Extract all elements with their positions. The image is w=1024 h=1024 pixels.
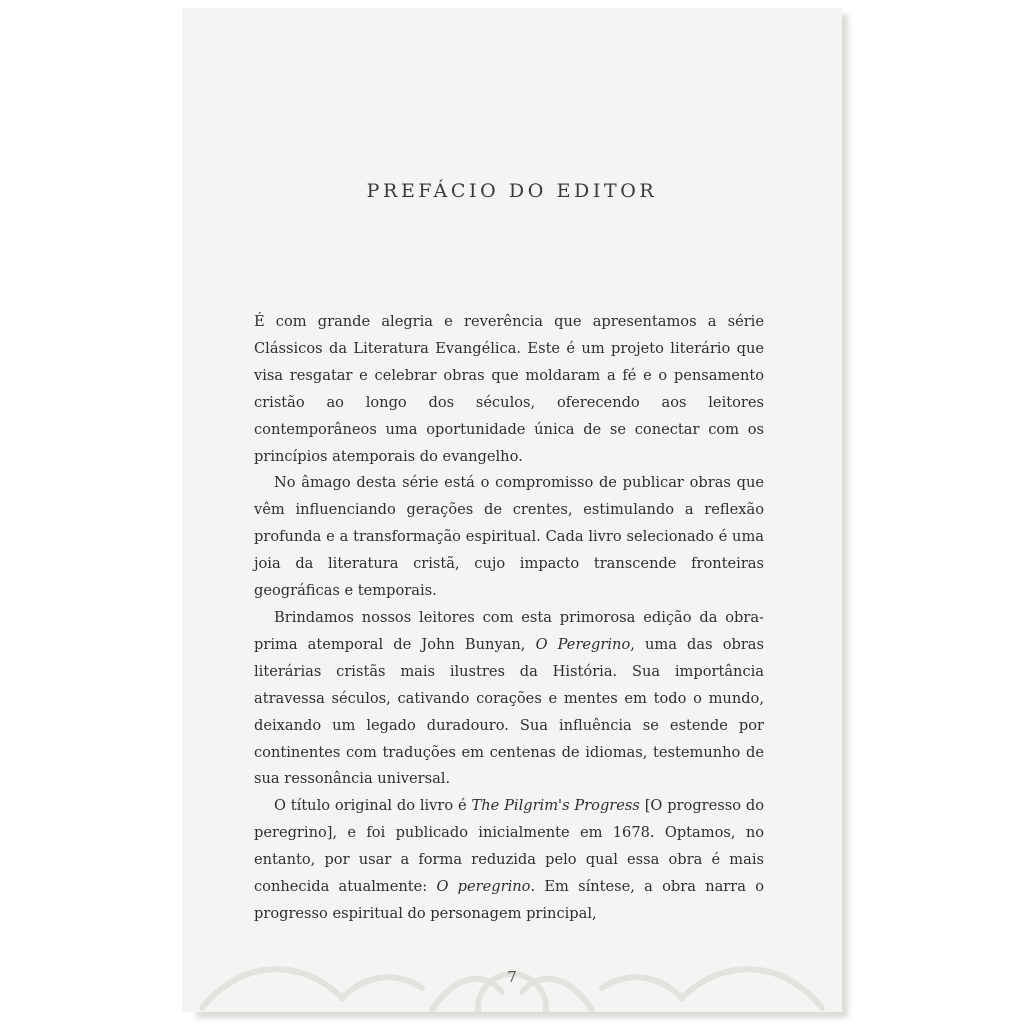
book-title-italic: O Peregrino <box>535 635 631 653</box>
paragraph-2 <box>254 470 764 605</box>
original-title-italic: The Pilgrim's Progress <box>471 797 640 815</box>
paragraph-2-part-1: No âmago desta série está o compromisso de publicar obras que vêm influenciando gerações de crentes, estimulando a reflexão profunda e a transformação espiritual. Cada livro selecionado é uma joia da literatura cristã, cujo impacto transcende fronteiras geográficas e temporais. <box>254 474 764 600</box>
book-page <box>182 8 842 1012</box>
paragraph-3 <box>254 605 764 793</box>
short-title-italic: O peregrino <box>436 878 531 896</box>
paragraph-3-part-1: Brindamos nossos leitores com esta primorosa edição da obra-prima atemporal de John Bunyan, <box>254 608 764 653</box>
page-title: PREFÁCIO DO EDITOR <box>366 180 658 202</box>
page-number: 7 <box>507 968 517 986</box>
paragraph-1 <box>254 309 764 470</box>
paragraph-4-part-5: . Em síntese, a obra narra o progresso espiritual do personagem principal, <box>254 878 764 922</box>
paragraph-4 <box>254 793 764 928</box>
paragraph-4-part-1: O título original do livro é <box>274 797 472 815</box>
paragraph-4-part-3: [O progresso do peregrino], e foi publicado inicialmente em 1678. Optamos, no entanto, por usar a forma reduzida pelo qual essa obra é mais conhecida atualmente: <box>254 797 764 896</box>
body-text <box>254 309 764 928</box>
paragraph-1-part-1: É com grande alegria e reverência que apresentamos a série Clássicos da Literatura Evangélica. Este é um projeto literário que visa resgatar e celebrar obras que moldaram a fé e o pensamento cristão ao longo dos séculos, oferecendo aos leitores contemporâneos uma oportunidade única de se conectar com os princípios atemporais do evangelho. <box>254 313 764 465</box>
paragraph-3-part-3: , uma das obras literárias cristãs mais ilustres da História. Sua importância atravessa séculos, cativando corações e mentes em todo o mundo, deixando um legado duradouro. Sua influência se estende por continentes com traduções em centenas de idiomas, testemunho de sua ressonância universal. <box>254 635 764 788</box>
